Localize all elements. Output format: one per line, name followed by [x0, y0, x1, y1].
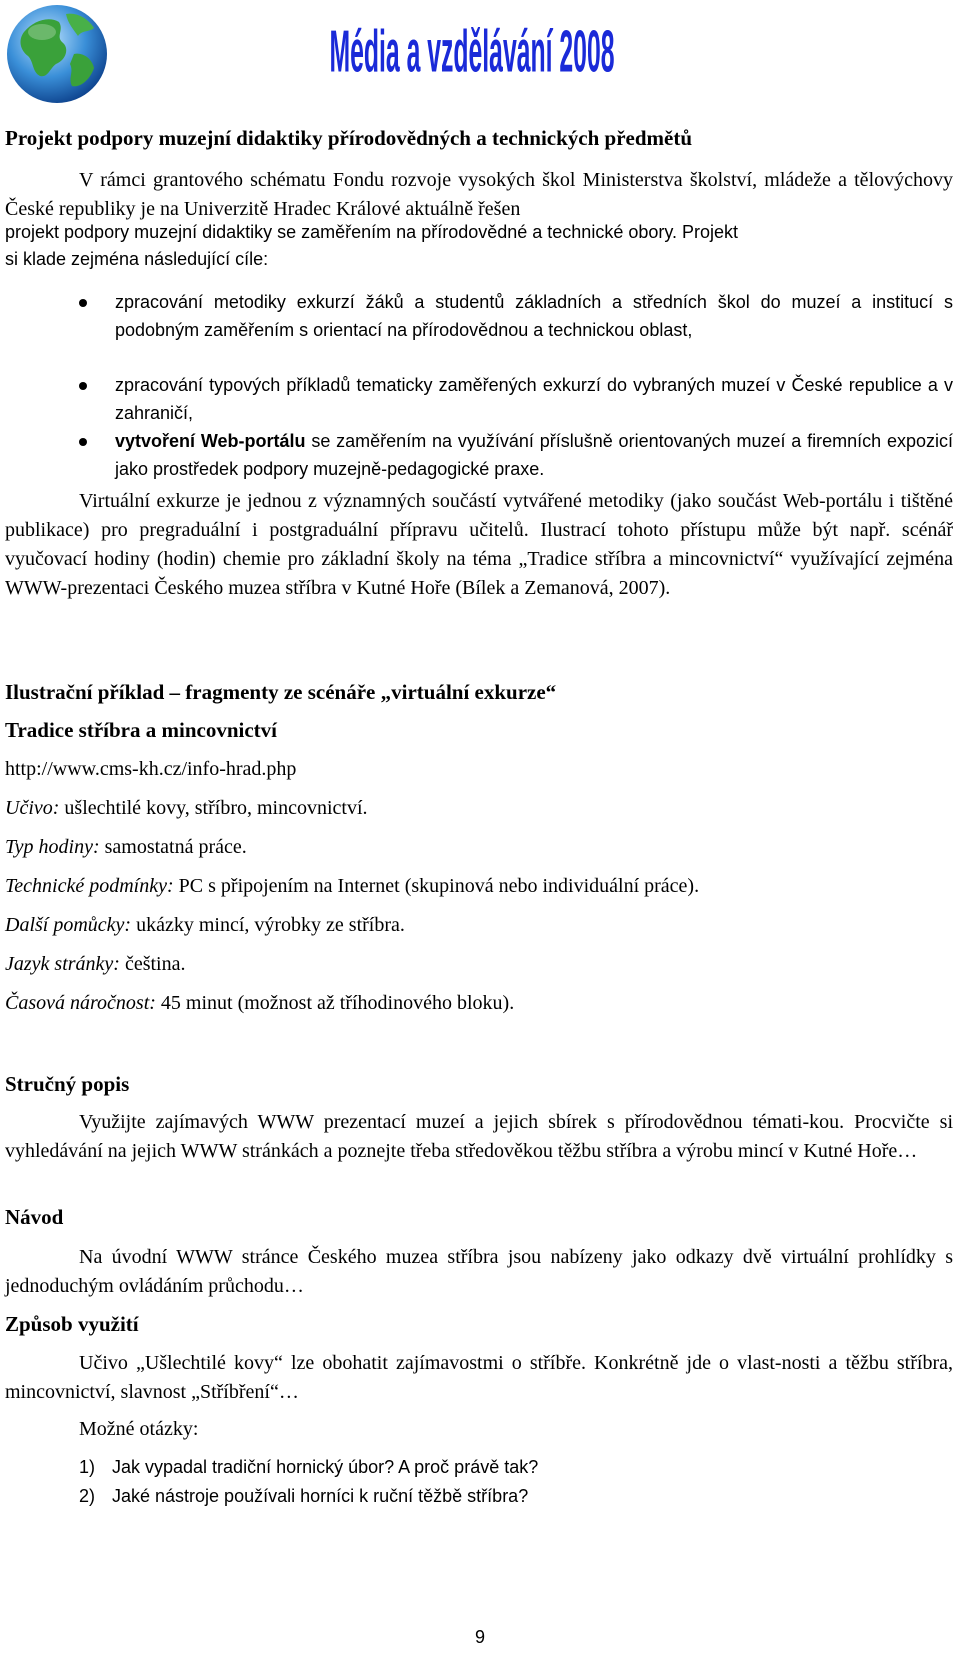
field-row-ucivo	[5, 797, 368, 820]
brief-description-text: Využijte zajímavých WWW prezentací muzeí a jejich sbírek s přírodovědnou témati-kou. Procvičte si vyhledávání na jejich WWW stránkách a poznejte třeba středověkou těžbu stříbra a výrobu mincí v Kutné Hoře…	[5, 1111, 953, 1162]
field-value: ukázky mincí, výrobky ze stříbra.	[131, 914, 405, 936]
field-row-casova-narocnost	[5, 992, 514, 1015]
question-number: 2)	[79, 1486, 96, 1506]
instructions-heading: Návod	[5, 1205, 64, 1229]
usage-heading: Způsob využití	[5, 1312, 139, 1336]
field-value: ušlechtilé kovy, stříbro, mincovnictví.	[59, 797, 368, 819]
field-label: Typ hodiny:	[5, 836, 100, 858]
list-item-emphasis: vytvoření Web-portálu	[115, 431, 306, 451]
intro-paragraph-continued: projekt podpory muzejní didaktiky se zaměřením na přírodovědné a technické obory. Projekt	[5, 222, 739, 242]
list-item-text: se zaměřením na využívání příslušně orientovaných muzeí a firemních expozicí jako prostředek podpory muzejně-pedagogické praxe.	[115, 431, 953, 479]
field-label: Další pomůcky:	[5, 914, 132, 936]
globe-icon	[4, 2, 110, 106]
field-row-typ-hodiny	[5, 836, 247, 859]
list-item	[115, 427, 953, 483]
question-number: 1)	[79, 1457, 96, 1477]
questions-label: Možné otázky:	[79, 1418, 199, 1440]
list-item: zpracování typových příkladů tematicky zaměřených exkurzí do vybraných muzeí v České republice a v zahraničí,	[115, 375, 953, 423]
field-label: Učivo:	[5, 797, 60, 819]
logo-text: Média a vzdělávání 2008	[329, 19, 615, 86]
field-row-technicke-podminky	[5, 875, 699, 898]
bullet-dot	[79, 382, 87, 390]
field-value: 45 minut (možnost až tříhodinového bloku).	[155, 992, 515, 1014]
field-value: samostatná práce.	[99, 836, 247, 858]
intro-paragraph: V rámci grantového schématu Fondu rozvoje vysokých škol Ministerstva školství, mládeže a tělovýchovy České republiky je na Univerzitě Hradec Králové aktuálně řešen	[5, 169, 953, 220]
field-row-dalsi-pomucky	[5, 914, 405, 937]
field-label: Technické podmínky:	[5, 875, 174, 897]
conference-logo-title	[322, 8, 622, 98]
brief-description-heading: Stručný popis	[5, 1072, 130, 1096]
field-row-jazyk-stranky	[5, 953, 185, 976]
field-label: Jazyk stránky:	[5, 953, 120, 975]
example-subheading: Tradice stříbra a mincovnictví	[5, 718, 277, 742]
museum-url-link[interactable]: http://www.cms-kh.cz/info-hrad.php	[5, 758, 297, 780]
section-heading: Projekt podpory muzejní didaktiky přírodovědných a technických předmětů	[5, 126, 693, 150]
list-item: zpracování metodiky exkurzí žáků a studentů základních a středních škol do muzeí a institucí s podobným zaměřením s orientací na přírodovědnou a technickou oblast,	[115, 292, 953, 340]
usage-text: Učivo „Ušlechtilé kovy“ lze obohatit zajímavostmi o stříbře. Konkrétně jde o vlast-nosti a těžbu stříbra, mincovnictví, slavnost „Stříbření“…	[5, 1352, 953, 1403]
page-number: 9	[474, 1627, 485, 1647]
field-label: Časová náročnost:	[5, 992, 156, 1014]
virtual-excursion-paragraph: Virtuální exkurze je jednou z významných součástí vytvářené metodiky (jako součást Web-portálu i tištěné publikace) pro pregraduální i postgraduální přípravu učitelů. Ilustrací tohoto přístupu může být např. scénář vyučovací hodiny (hodin) chemie pro základní školy na téma „Tradice stříbra a mincovnictví“ využívající zejména WWW-prezentaci Českého muzea stříbra v Kutné Hoře (Bílek a Zemanová, 2007).	[5, 490, 953, 599]
question-text: Jaké nástroje používali horníci k ruční těžbě stříbra?	[112, 1486, 529, 1506]
question-text: Jak vypadal tradiční hornický úbor? A proč právě tak?	[112, 1457, 539, 1477]
example-heading: Ilustrační příklad – fragmenty ze scénáře „virtuální exkurze“	[5, 680, 557, 704]
bullet-dot	[79, 438, 87, 446]
bullet-dot	[79, 299, 87, 307]
field-value: čeština.	[119, 953, 186, 975]
instructions-text: Na úvodní WWW stránce Českého muzea stříbra jsou nabízeny jako odkazy dvě virtuální prohlídky s jednoduchým ovládáním průchodu…	[5, 1246, 953, 1297]
field-value: PC s připojením na Internet (skupinová nebo individuální práce).	[173, 875, 700, 897]
intro-paragraph-continued-2: si klade zejména následující cíle:	[5, 249, 269, 269]
